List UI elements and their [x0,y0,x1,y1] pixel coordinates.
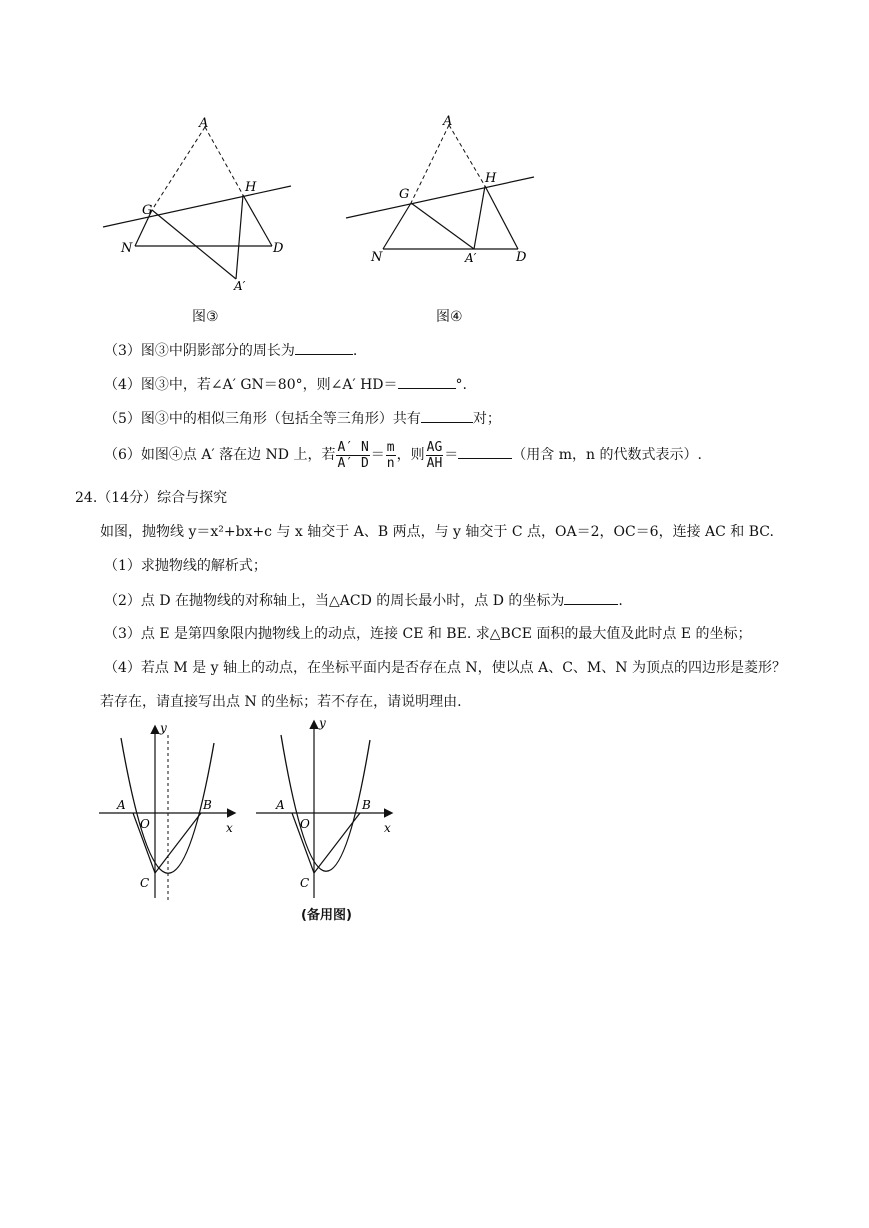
problem-24-intro: 如图，抛物线 y＝x²+bx+c 与 x 轴交于 A、B 两点，与 y 轴交于 C 点，OA＝2，OC＝6，连接 AC 和 BC. [100,524,774,540]
figure-4-caption: 图④ [436,309,463,325]
question-4-text: （4）图③中，若∠A′ GN＝80°，则∠A′ HD＝ [104,377,398,393]
label-B: B [362,798,371,812]
question-5 [104,408,501,429]
label-G: G [142,203,153,218]
fraction-1: $\frac{A' N}{A' D}$ [337,439,369,471]
label-B: B [203,798,212,812]
label-G: G [399,187,410,202]
label-O: O [300,817,310,831]
label-A-prime: A′ [465,251,477,265]
answer-blank[interactable] [564,590,618,605]
answer-blank[interactable] [398,374,456,389]
question-6-suffix: （用含 m，n 的代数式表示）. [512,447,702,463]
parabola-curve [121,738,214,873]
fraction-2: $\frac{m}{n}$ [386,439,395,471]
segment-NG [383,203,411,249]
label-y: y [319,716,326,730]
label-A: A [443,114,453,129]
parabola-graph-2 [252,712,402,902]
label-A: A [276,798,285,812]
segment-HD [485,186,518,249]
label-A-prime: A′ [234,279,246,293]
label-x: x [226,821,233,835]
segment-BC [155,813,201,873]
fold-line [346,177,534,218]
problem-24-sub-1: （1）求抛物线的解析式； [104,558,267,574]
figure-3 [95,108,305,298]
figure-4 [340,108,540,268]
label-A: A [117,798,126,812]
question-6-text: （6）如图④点 A′ 落在边 ND 上，若 [104,447,336,463]
answer-blank[interactable] [295,340,353,355]
problem-24-sub-3: （3）点 E 是第四象限内抛物线上的动点，连接 CE 和 BE. 求△BCE 面积的最大值及此时点 E 的坐标； [104,626,752,642]
label-A: A [199,116,209,131]
answer-blank[interactable] [458,444,512,459]
problem-24-sub-4b: 若存在，请直接写出点 N 的坐标；若不存在，请说明理由. [100,694,462,710]
label-x: x [384,821,391,835]
segment-HA-prime [474,186,485,249]
segment-GA-prime [152,210,236,279]
problem-24-sub-2: （2）点 D 在抛物线的对称轴上，当△ACD 的周长最小时，点 D 的坐标为 . [104,590,623,611]
dashed-AG [411,125,449,203]
segment-GA-prime [411,203,474,249]
question-6: （6）如图④点 A′ 落在边 ND 上，若 $\frac{A' N}{A' D}$ ＝ $\frac{m}{n}$ ，则 $\frac{AG}{AH}$ ＝ （用含 m，n 的代数式表示）. [104,439,702,471]
label-C: C [140,876,150,890]
problem-24-title: 24.（14分）综合与探究 [75,490,228,506]
parabola-graph-1 [95,718,245,903]
problem-24-sub-4a: （4）若点 M 是 y 轴上的动点，在坐标平面内是否存在点 N，使以点 A、C、M、N 为顶点的四边形是菱形？ [104,660,786,676]
label-D: D [516,250,527,265]
label-H: H [485,171,497,186]
segment-HD [243,195,272,246]
figure-3-caption: 图③ [192,309,219,325]
label-O: O [140,817,150,831]
dashed-AH [205,127,243,195]
answer-blank[interactable] [421,408,473,423]
dashed-AG [152,127,205,210]
label-N: N [371,250,383,265]
fraction-3: $\frac{AG}{AH}$ [426,439,443,471]
question-5-suffix: 对； [472,411,501,427]
segment-HA-prime [236,195,243,279]
label-N: N [121,241,133,256]
question-3-suffix: . [352,343,358,359]
question-5-text: （5）图③中的相似三角形（包括全等三角形）共有 [104,411,421,427]
question-4-suffix: °. [455,377,467,393]
fold-line [103,186,291,227]
question-3 [104,340,357,361]
label-H: H [245,180,257,195]
label-C: C [300,876,310,890]
question-3-text: （3）图③中阴影部分的周长为 [104,343,295,359]
dashed-AH [449,125,485,186]
parabola-curve [281,735,370,871]
label-D: D [273,241,284,256]
backup-figure-caption: (备用图) [301,908,352,923]
question-4 [104,374,467,395]
label-y: y [160,721,167,735]
